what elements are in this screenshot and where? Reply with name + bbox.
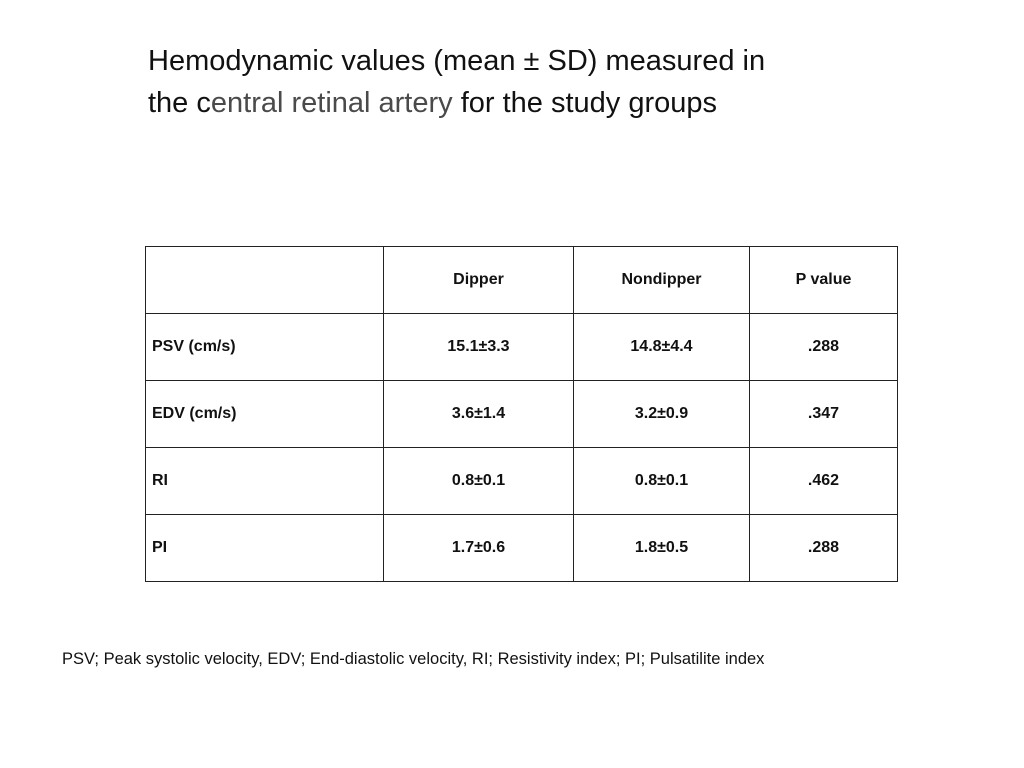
header-nondipper: Nondipper bbox=[574, 247, 750, 314]
cell-dipper: 0.8±0.1 bbox=[384, 448, 574, 515]
cell-dipper: 3.6±1.4 bbox=[384, 381, 574, 448]
header-p-value: P value bbox=[750, 247, 898, 314]
table-row bbox=[146, 515, 898, 582]
table-footnote: PSV; Peak systolic velocity, EDV; End-diastolic velocity, RI; Resistivity index; PI; Pulsatilite index bbox=[62, 650, 765, 668]
row-label: PI bbox=[146, 515, 384, 582]
title-line-2-highlight: entral retinal artery bbox=[210, 87, 453, 119]
table-header-row bbox=[146, 247, 898, 314]
row-label: PSV (cm/s) bbox=[146, 314, 384, 381]
cell-p-value: .288 bbox=[750, 515, 898, 582]
title-line-1: Hemodynamic values (mean ± SD) measured in bbox=[148, 45, 766, 77]
cell-p-value: .462 bbox=[750, 448, 898, 515]
cell-p-value: .347 bbox=[750, 381, 898, 448]
header-dipper: Dipper bbox=[384, 247, 574, 314]
slide-title bbox=[148, 40, 908, 124]
header-empty bbox=[146, 247, 384, 314]
row-label: RI bbox=[146, 448, 384, 515]
table-row bbox=[146, 381, 898, 448]
table-row bbox=[146, 314, 898, 381]
title-line-2-end: for the study groups bbox=[452, 87, 718, 119]
cell-nondipper: 3.2±0.9 bbox=[574, 381, 750, 448]
cell-dipper: 1.7±0.6 bbox=[384, 515, 574, 582]
cell-nondipper: 14.8±4.4 bbox=[574, 314, 750, 381]
cell-dipper: 15.1±3.3 bbox=[384, 314, 574, 381]
title-line-2-start: the c bbox=[148, 87, 211, 119]
table-row bbox=[146, 448, 898, 515]
cell-nondipper: 0.8±0.1 bbox=[574, 448, 750, 515]
cell-nondipper: 1.8±0.5 bbox=[574, 515, 750, 582]
row-label: EDV (cm/s) bbox=[146, 381, 384, 448]
cell-p-value: .288 bbox=[750, 314, 898, 381]
hemodynamic-table bbox=[145, 246, 898, 582]
